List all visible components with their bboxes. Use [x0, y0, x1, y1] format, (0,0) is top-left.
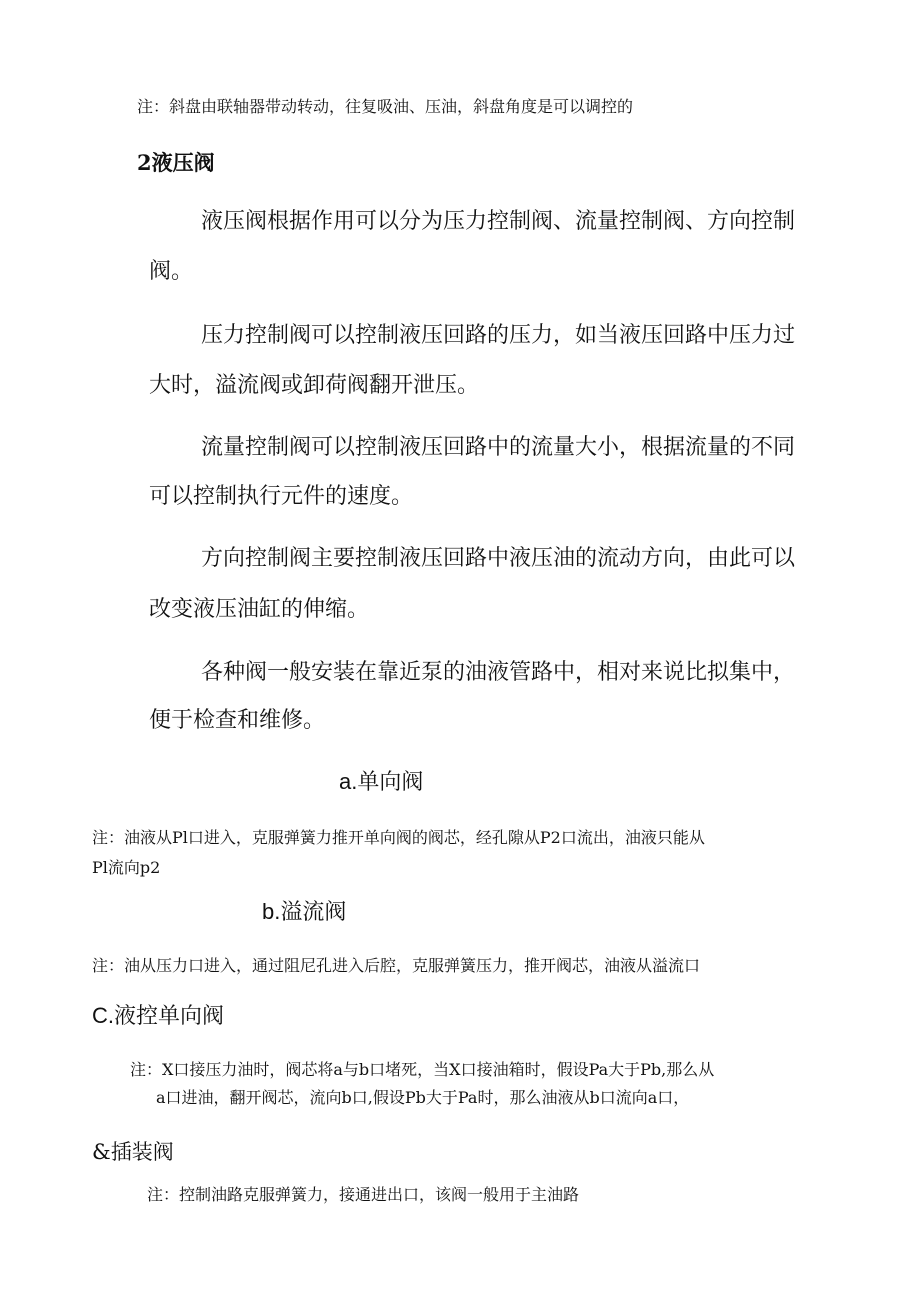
- paragraph-line: 各种阀一般安装在靠近泵的油液管路中，相对来说比拟集中，: [201, 660, 796, 685]
- paragraph-line: 便于检查和维修。: [149, 708, 326, 733]
- relief-valve-note: 注：油从压力口进入，通过阻尼孔进入后腔，克服弹簧压力，推开阀芯，油液从溢流口: [92, 956, 701, 975]
- cartridge-valve-heading: &插装阀: [92, 1140, 174, 1164]
- paragraph-line: 流量控制阀可以控制液压回路中的流量大小，根据流量的不同: [201, 435, 796, 460]
- paragraph-line: 液压阀根据作用可以分为压力控制阀、流量控制阀、方向控制: [201, 209, 796, 234]
- pilot-check-valve-note: a口进油，翻开阀芯，流向b口,假设Pb大于Pa时，那么油液从b口流向a口，: [156, 1088, 690, 1107]
- section-title: 2液压阀: [137, 150, 215, 175]
- paragraph-line: 大时，溢流阀或卸荷阀翻开泄压。: [149, 373, 480, 398]
- paragraph-line: 阀。: [149, 259, 194, 284]
- check-valve-note: Pl流向p2: [92, 858, 161, 877]
- paragraph-line: 可以控制执行元件的速度。: [149, 484, 414, 509]
- paragraph-line: 方向控制阀主要控制液压回路中液压油的流动方向，由此可以: [201, 546, 796, 571]
- pilot-check-valve-note: 注：X口接压力油时，阀芯将a与b口堵死，当X口接油箱时，假设Pa大于Pb,那么从: [130, 1060, 715, 1079]
- note-swashplate: 注：斜盘由联轴器带动转动，往复吸油、压油，斜盘角度是可以调控的: [137, 97, 634, 116]
- relief-valve-heading: b.溢流阀: [262, 899, 347, 924]
- check-valve-heading: a.单向阀: [339, 769, 424, 794]
- cartridge-valve-note: 注：控制油路克服弹簧力，接通进出口，该阀一般用于主油路: [147, 1185, 580, 1204]
- pilot-check-valve-heading: C.液控单向阀: [92, 1003, 225, 1028]
- paragraph-line: 改变液压油缸的伸缩。: [149, 597, 370, 622]
- paragraph-line: 压力控制阀可以控制液压回路的压力，如当液压回路中压力过: [201, 323, 796, 348]
- check-valve-note: 注：油液从Pl口进入，克服弹簧力推开单向阀的阀芯，经孔隙从P2口流出，油液只能从: [92, 828, 705, 847]
